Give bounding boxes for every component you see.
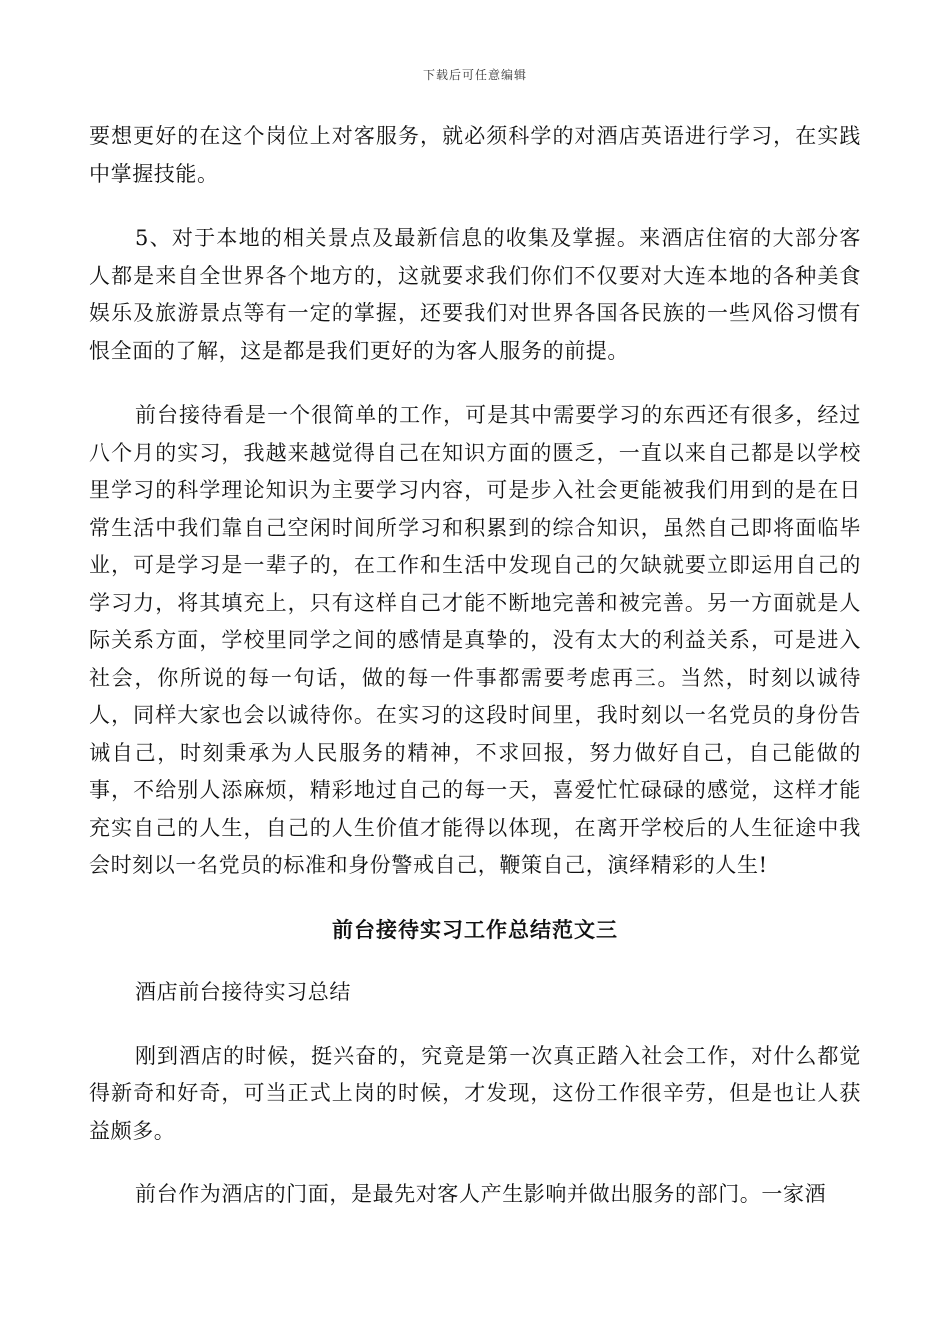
paragraph-local-info: 5、对于本地的相关景点及最新信息的收集及掌握。来酒店住宿的大部分客人都是来自全世界各个地方的，这就要求我们你们不仅要对大连本地的各种美食娱乐及旅游景点等有一定的掌握，还要我们对世界各国各民族的一些风俗习惯有恨全面的了解，这是都是我们更好的为客人服务的前提。 xyxy=(89,226,861,363)
header-note: 下载后可任意编辑 xyxy=(422,68,527,82)
section-subtitle: 酒店前台接待实习总结 xyxy=(135,980,351,1004)
paragraph-spacer xyxy=(89,885,861,911)
paragraph-english-study: 要想更好的在这个岗位上对客服务，就必须科学的对酒店英语进行学习，在实践中掌握技能。 xyxy=(89,124,861,186)
section-heading: 前台接待实习工作总结范文三 xyxy=(332,916,618,942)
paragraph-spacer xyxy=(89,1150,861,1176)
paragraph-spacer xyxy=(89,1012,861,1038)
paragraph-spacer xyxy=(89,948,861,974)
paragraph-front-desk: 前台作为酒店的门面，是最先对客人产生影响并做出服务的部门。一家酒 xyxy=(135,1182,827,1206)
paragraph-reflection: 前台接待看是一个很简单的工作，可是其中需要学习的东西还有很多，经过八个月的实习，我越来越觉得自己在知识方面的匮乏，一直以来自己都是以学校里学习的科学理论知识为主要学习内容，可是步入社会更能被我们用到的是在日常生活中我们靠自己空闲时间所学习和积累到的综合知识，虽然自己即将面临毕业，可是学习是一辈子的，在工作和生活中发现自己的欠缺就要立即运用自己的学习力，将其填充上，只有这样自己才能不断地完善和被完善。另一方面就是人际关系方面，学校里同学之间的感情是真挚的，没有太大的利益关系，可是进入社会，你所说的每一句话，做的每一件事都需要考虑再三。当然，时刻以诚待人，同样大家也会以诚待你。在实习的这段时间里，我时刻以一名党员的身份告诫自己，时刻秉承为人民服务的精神，不求回报，努力做好自己，自己能做的事，不给别人添麻烦，精彩地过自己的每一天，喜爱忙忙碌碌的感觉，这样才能充实自己的人生，自己的人生价值才能得以体现，在离开学校后的人生征途中我会时刻以一名党员的标准和身份警戒自己，鞭策自己，演绎精彩的人生! xyxy=(89,403,861,877)
paragraph-spacer xyxy=(89,370,861,397)
paragraph-arrival: 刚到酒店的时候，挺兴奋的，究竟是第一次真正踏入社会工作，对什么都觉得新奇和好奇，可当正式上岗的时候，才发现，这份工作很辛劳，但是也让人获益颇多。 xyxy=(89,1043,861,1143)
paragraph-spacer xyxy=(89,193,861,220)
document-body xyxy=(89,118,861,1214)
